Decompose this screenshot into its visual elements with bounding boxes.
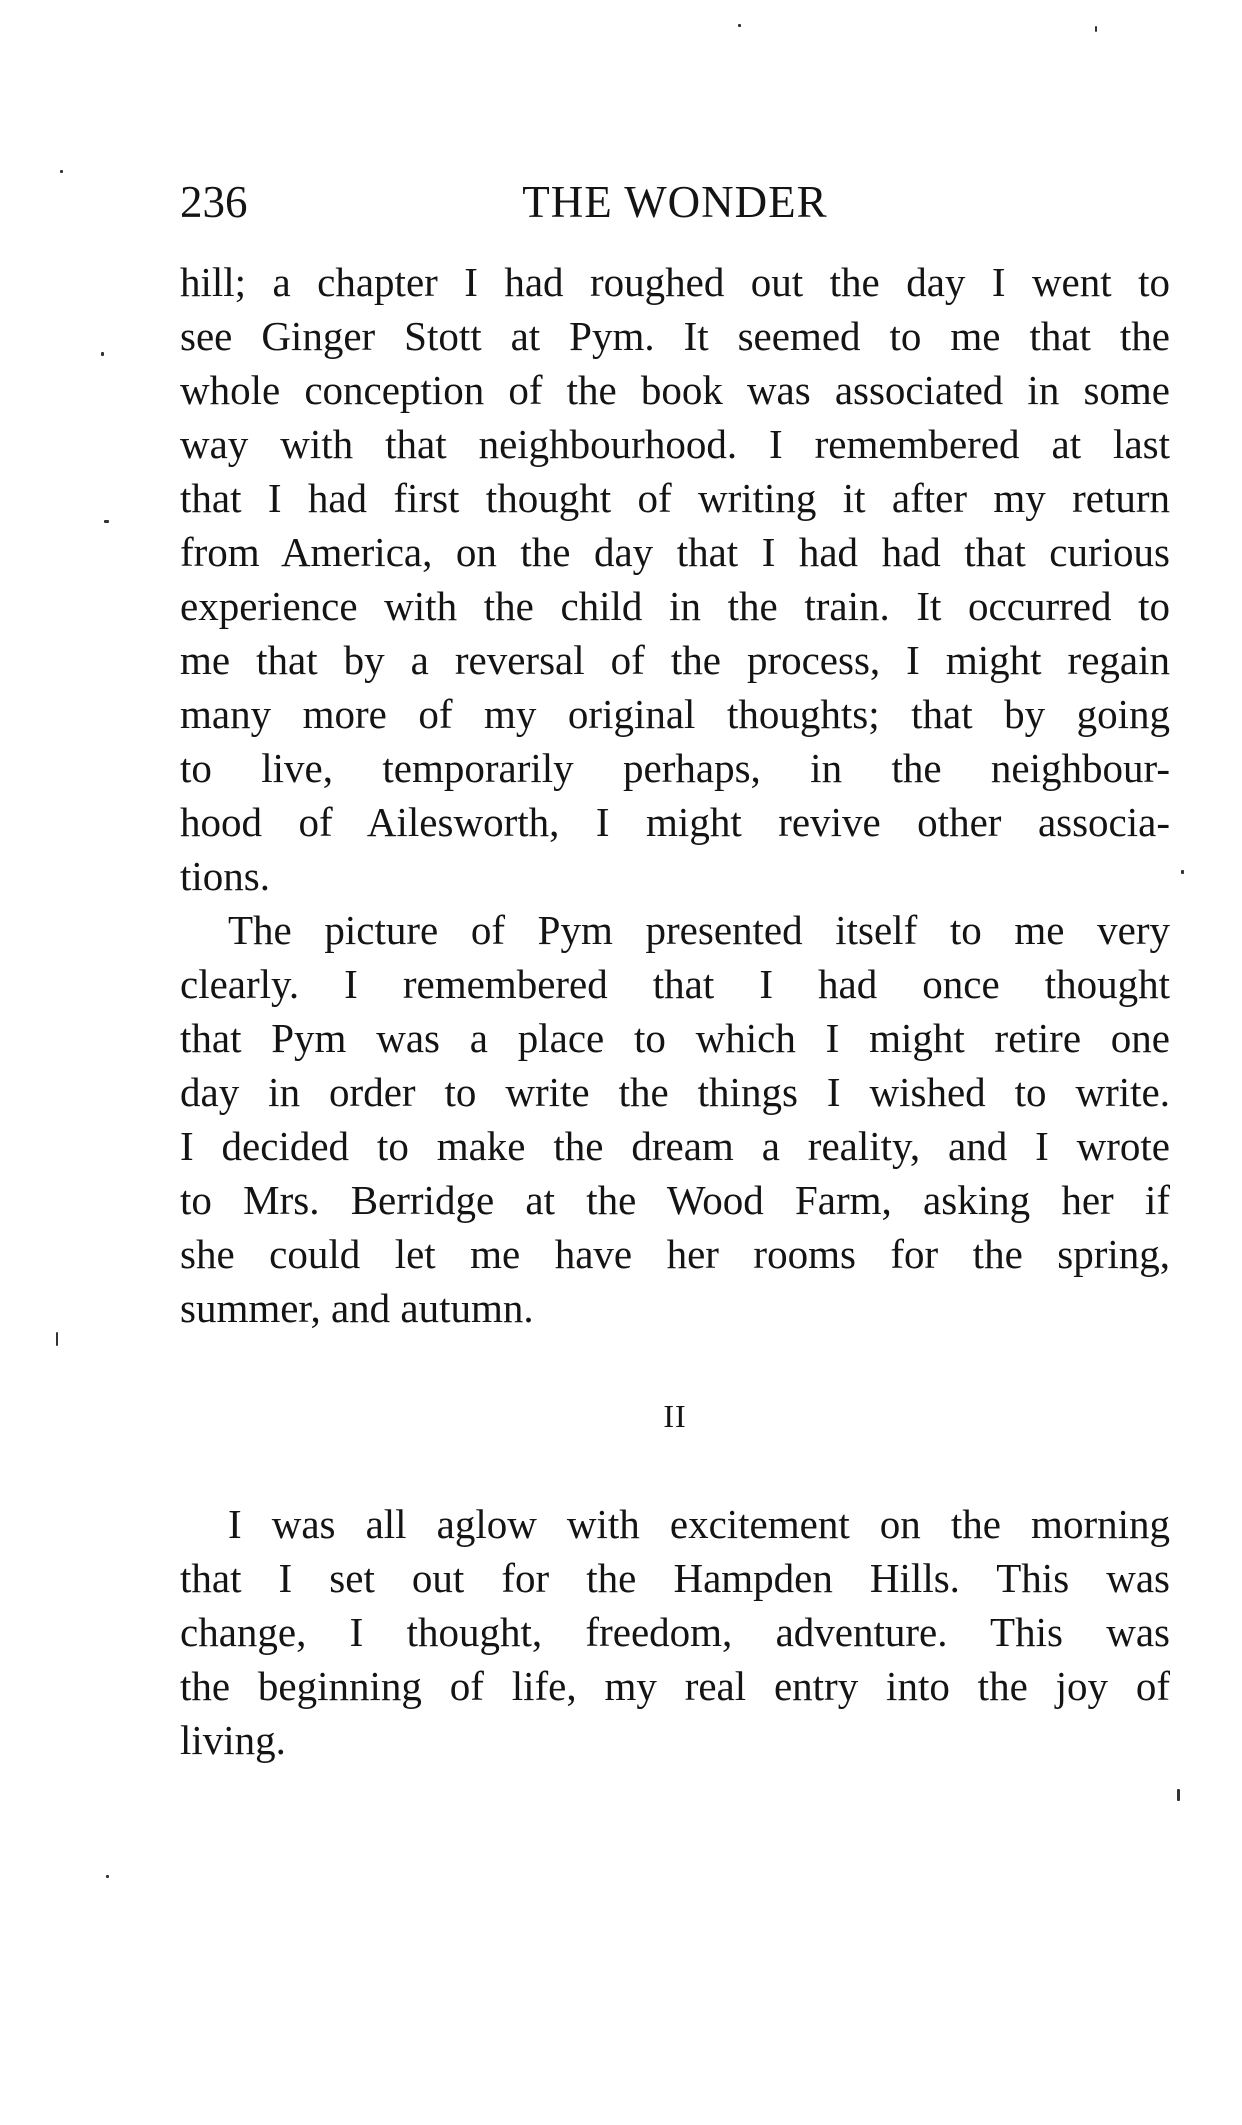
- text-line: The picture of Pym presented itself to me very: [228, 907, 1170, 953]
- scan-speck: [1095, 26, 1097, 32]
- page-number: 236: [180, 177, 248, 227]
- scan-speck: [101, 352, 104, 356]
- text-line: hood of Ailesworth, I might revive other associa-: [180, 799, 1170, 845]
- text-line: whole conception of the book was associated in some: [180, 367, 1170, 413]
- text-line: tions.: [180, 853, 270, 899]
- running-head: THE WONDER: [522, 177, 828, 227]
- text-line: to Mrs. Berridge at the Wood Farm, asking her if: [180, 1177, 1170, 1223]
- text-line: that I set out for the Hampden Hills. This was: [180, 1555, 1170, 1601]
- paragraph-2: [180, 903, 1170, 1335]
- scan-speck: [738, 24, 741, 27]
- text-line: summer, and autumn.: [180, 1285, 534, 1331]
- paragraph-3: [180, 1497, 1170, 1767]
- section-numeral: II: [663, 1398, 687, 1434]
- scan-speck: [60, 170, 63, 173]
- text-line: way with that neighbourhood. I remembered at last: [180, 421, 1170, 467]
- page-header: [180, 172, 1170, 232]
- scan-speck: [106, 1875, 109, 1878]
- text-line: I decided to make the dream a reality, and I wrote: [180, 1123, 1170, 1169]
- scan-speck: [1177, 1789, 1180, 1801]
- scan-speck: [56, 1332, 58, 1346]
- text-line: many more of my original thoughts; that by going: [180, 691, 1170, 737]
- text-line: from America, on the day that I had had that curious: [180, 529, 1170, 575]
- text-line: change, I thought, freedom, adventure. This was: [180, 1609, 1170, 1655]
- scan-speck: [104, 520, 109, 523]
- text-line: clearly. I remembered that I had once thought: [180, 961, 1170, 1007]
- text-line: hill; a chapter I had roughed out the day I went to: [180, 259, 1170, 305]
- text-line: day in order to write the things I wished to write.: [180, 1069, 1170, 1115]
- text-line: the beginning of life, my real entry into the joy of: [180, 1663, 1170, 1709]
- body-text: [180, 255, 1170, 1767]
- scan-speck: [1181, 870, 1184, 874]
- text-line: to live, temporarily perhaps, in the neighbour-: [180, 745, 1170, 791]
- text-line: see Ginger Stott at Pym. It seemed to me that the: [180, 313, 1170, 359]
- text-line: I was all aglow with excitement on the morning: [228, 1501, 1170, 1547]
- text-line: that Pym was a place to which I might retire one: [180, 1015, 1170, 1061]
- paragraph-1: [180, 255, 1170, 903]
- text-line: living.: [180, 1717, 286, 1763]
- text-line: me that by a reversal of the process, I might regain: [180, 637, 1170, 683]
- text-line: she could let me have her rooms for the spring,: [180, 1231, 1170, 1277]
- text-line: experience with the child in the train. It occurred to: [180, 583, 1170, 629]
- text-line: that I had first thought of writing it after my return: [180, 475, 1170, 521]
